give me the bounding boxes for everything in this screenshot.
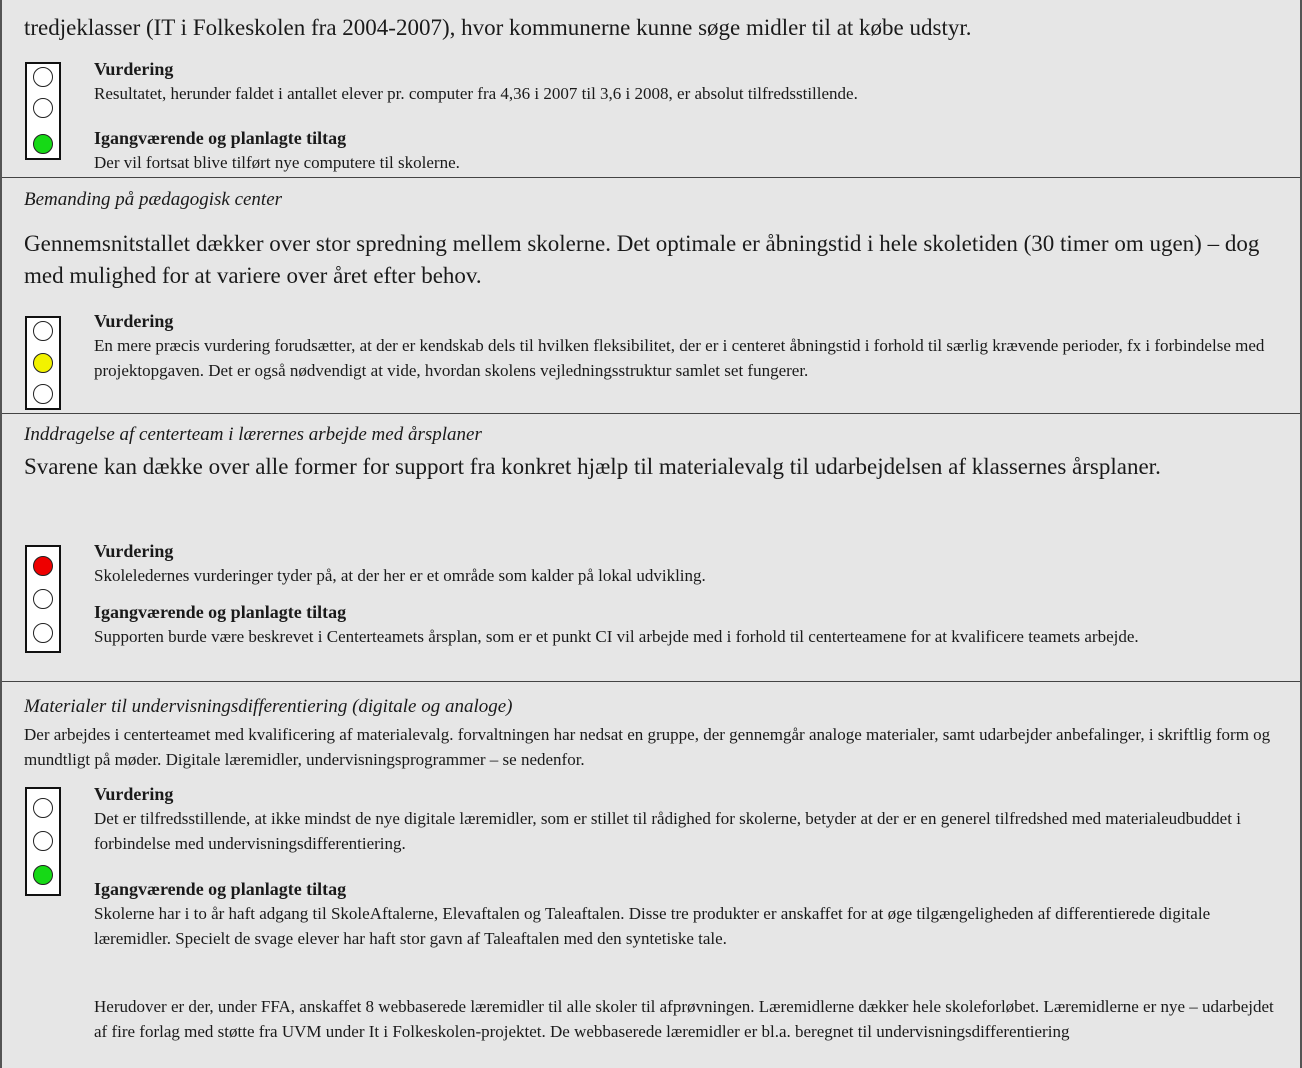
section-materialer — [2, 681, 1300, 1068]
tiltag-block — [94, 877, 1290, 951]
vurdering-block — [94, 782, 1290, 856]
tiltag-heading: Igangværende og planlagte tiltag — [94, 879, 347, 899]
vurdering-block — [94, 309, 1290, 383]
section-title: Bemanding på pædagogisk center — [24, 189, 283, 210]
tiltag-text: Der vil fortsat blive tilført nye computere til skolerne. — [94, 153, 460, 172]
vurdering-block — [94, 57, 1290, 106]
tiltag-continuation — [94, 994, 1290, 1044]
intro-text: tredjeklasser (IT i Folkeskolen fra 2004-2007), hvor kommunerne kunne søge midler til at købe udstyr. — [24, 15, 972, 40]
vurdering-block — [94, 539, 1290, 588]
section-inddragelse — [2, 413, 1300, 681]
traffic-light — [25, 316, 61, 410]
section-body: Der arbejdes i centerteamet med kvalificering af materialevalg. forvaltningen har nedsat en gruppe, der gennemgår analoge materialer, samt udarbejder anbefalinger, i skriftlig form og mundtligt på møder. Digitale læremidler, undervisningsprogrammer – se nedenfor. — [24, 725, 1271, 769]
vurdering-heading: Vurdering — [94, 59, 174, 79]
tiltag-text: Skolerne har i to år haft adgang til SkoleAftalerne, Elevaftalen og Taleaftalen. Disse tre produkter er anskaffet for at øge tilgængeligheden af differentierede digitale læremidler. Specielt de svage elever har haft stor gavn af Taleaftalen med den syntetiske tale. — [94, 904, 1211, 948]
section-bemanding — [2, 177, 1300, 413]
section-body: Gennemsnitstallet dækker over stor spredning mellem skolerne. Det optimale er åbningstid i hele skoletiden (30 timer om ugen) – dog med mulighed for at variere over året efter behov. — [24, 231, 1260, 288]
vurdering-heading: Vurdering — [94, 784, 174, 804]
traffic-light-middle — [33, 589, 53, 609]
tiltag-heading: Igangværende og planlagte tiltag — [94, 602, 347, 622]
traffic-light-bottom — [33, 865, 53, 885]
vurdering-text: Skoleledernes vurderinger tyder på, at der her er et område som kalder på lokal udvikling. — [94, 566, 706, 585]
traffic-light-top — [33, 798, 53, 818]
traffic-light-top — [33, 321, 53, 341]
section-body: Svarene kan dække over alle former for support fra konkret hjælp til materialevalg til udarbejdelsen af klassernes årsplaner. — [24, 454, 1161, 479]
traffic-light — [25, 787, 61, 896]
traffic-light-top — [33, 67, 53, 87]
tiltag-text: Supporten burde være beskrevet i Centerteamets årsplan, som er et punkt CI vil arbejde med i forhold til centerteamene for at kvalificere teamets arbejde. — [94, 627, 1139, 646]
traffic-light-middle — [33, 98, 53, 118]
section-title: Inddragelse af centerteam i lærernes arbejde med årsplaner — [24, 424, 482, 445]
traffic-light — [25, 62, 61, 160]
vurdering-text: Resultatet, herunder faldet i antallet elever pr. computer fra 4,36 i 2007 til 3,6 i 2008, er absolut tilfredsstillende. — [94, 84, 858, 103]
vurdering-text: Det er tilfredsstillende, at ikke mindst de nye digitale læremidler, som er stillet til rådighed for skolerne, betyder at der er en generel tilfredshed med materialeudbuddet i forbindelse med undervisningsdifferentiering. — [94, 809, 1241, 853]
vurdering-text: En mere præcis vurdering forudsætter, at der er kendskab dels til hvilken fleksibilitet, der er i centeret åbningstid i forhold til særlig krævende perioder, fx i forbindelse med projektopgaven. Det er også nødvendigt at vide, hvordan skolens vejledningsstruktur samlet set fungerer. — [94, 336, 1265, 380]
tiltag-block — [94, 600, 1290, 649]
section-computers — [2, 0, 1300, 177]
vurdering-heading: Vurdering — [94, 541, 174, 561]
traffic-light-bottom — [33, 384, 53, 404]
vurdering-heading: Vurdering — [94, 311, 174, 331]
traffic-light-middle — [33, 831, 53, 851]
traffic-light-top — [33, 556, 53, 576]
traffic-light-middle — [33, 353, 53, 373]
section-title: Materialer til undervisningsdifferentiering (digitale og analoge) — [24, 696, 513, 717]
traffic-light — [25, 545, 61, 653]
tiltag-block — [94, 126, 1290, 175]
traffic-light-bottom — [33, 623, 53, 643]
traffic-light-bottom — [33, 134, 53, 154]
tiltag-heading: Igangværende og planlagte tiltag — [94, 128, 347, 148]
tiltag-text-2: Herudover er der, under FFA, anskaffet 8 webbaserede læremidler til alle skoler til afprøvningen. Læremidlerne dækker hele skoleforløbet. Læremidlerne er nye – udarbejdet af fire forlag med støtte fra UVM under It i Folkeskolen-projektet. De webbaserede læremidler er bl.a. beregnet til undervisningsdifferentiering — [94, 997, 1274, 1041]
